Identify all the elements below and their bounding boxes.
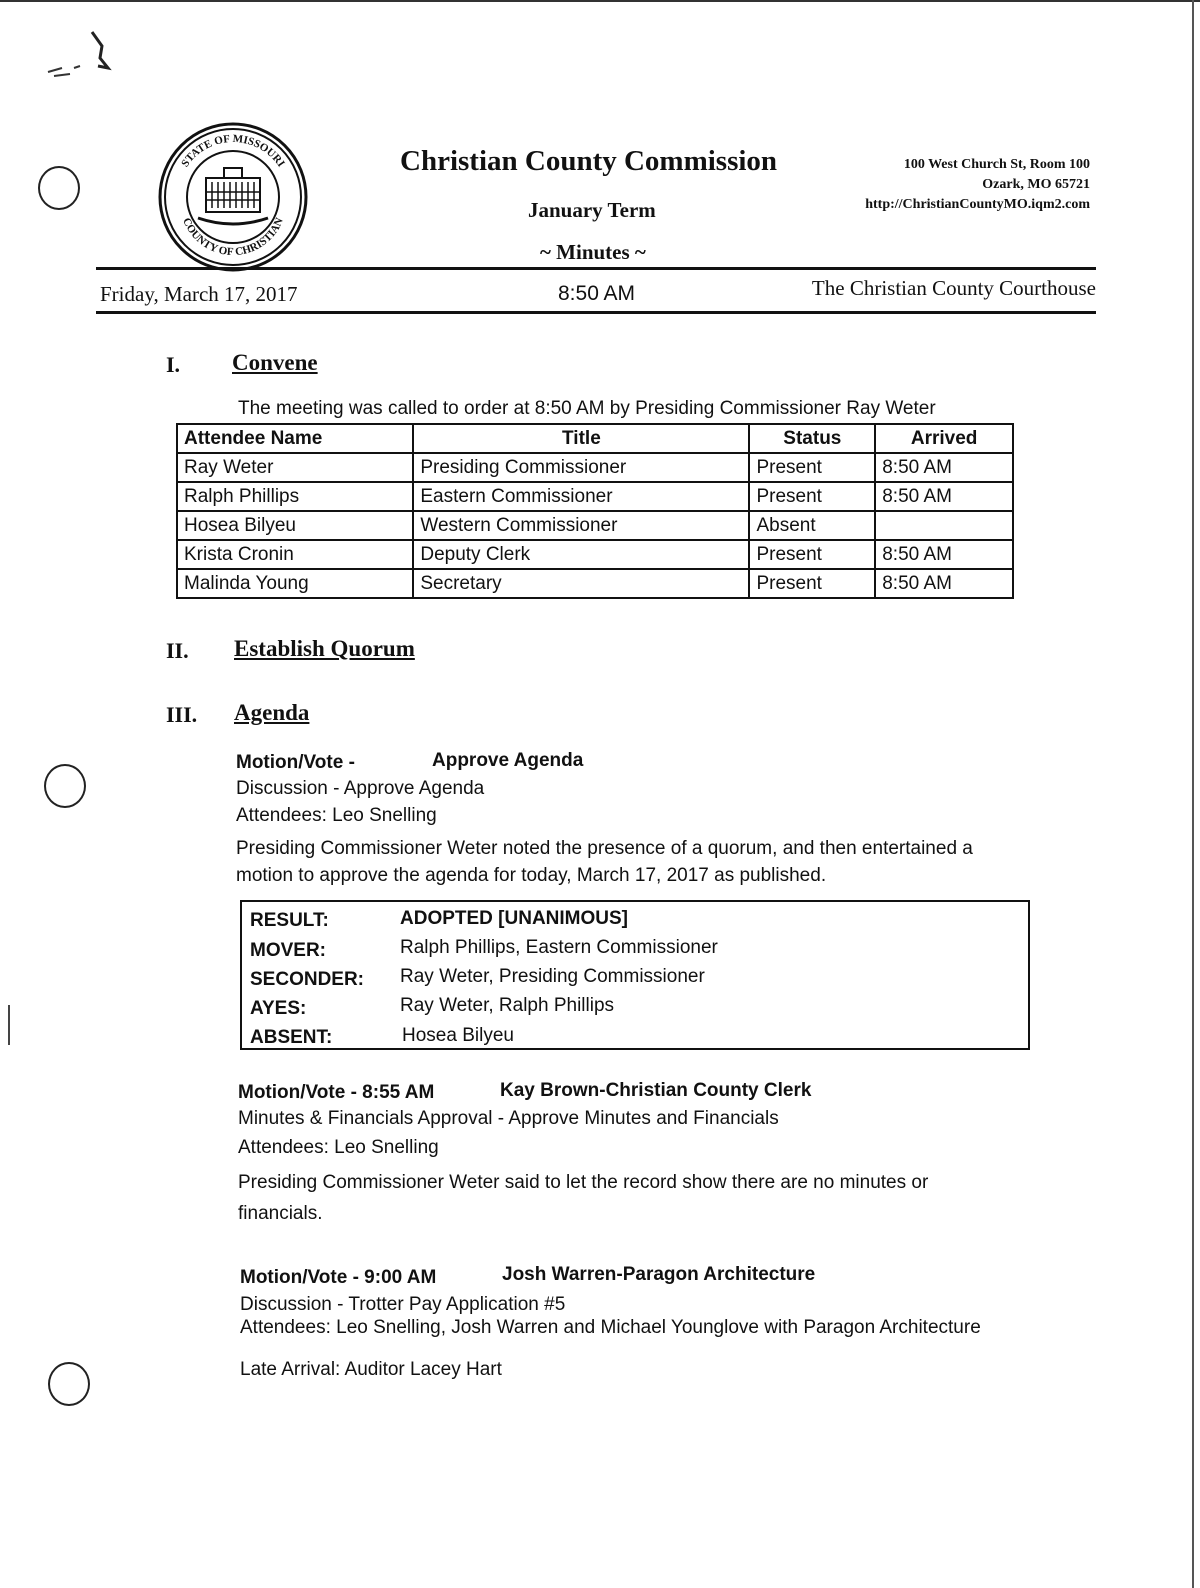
- attendance-header-row: [177, 424, 1013, 453]
- meeting-time: 8:50 AM: [558, 282, 636, 305]
- website-link[interactable]: http://ChristianCountyMO.iqm2.com: [865, 197, 1090, 212]
- meeting-location: The Christian County Courthouse: [811, 276, 1096, 300]
- table-row: [177, 453, 1013, 482]
- section-title-agenda: Agenda: [234, 700, 310, 725]
- punch-hole-icon: [38, 166, 80, 210]
- mover-value: Ralph Phillips, Eastern Commissioner: [400, 937, 718, 958]
- section-title-convene: Convene: [232, 350, 318, 375]
- motion-title: Josh Warren-Paragon Architecture: [502, 1264, 816, 1285]
- seconder-value: Ray Weter, Presiding Commissioner: [400, 966, 705, 987]
- attendee-status: Present: [749, 569, 875, 598]
- attendee-status: Present: [749, 453, 875, 482]
- attendee-name: Ralph Phillips: [177, 482, 413, 511]
- attendee-arrived: [875, 511, 1013, 540]
- discussion-line: Discussion - Trotter Pay Application #5: [240, 1294, 566, 1315]
- attendee-name: Krista Cronin: [177, 540, 413, 569]
- attendee-title: Secretary: [413, 569, 749, 598]
- attendee-name: Hosea Bilyeu: [177, 511, 413, 540]
- paragraph-line: Presiding Commissioner Weter said to let the record show there are no minutes or: [238, 1172, 929, 1193]
- attendee-name: Malinda Young: [177, 569, 413, 598]
- header-rule-top: [96, 267, 1096, 270]
- term-label: January Term: [528, 198, 656, 222]
- motion-title: Kay Brown-Christian County Clerk: [500, 1080, 812, 1101]
- page-border-top: [0, 0, 1200, 2]
- paragraph-line: financials.: [238, 1203, 323, 1224]
- result-label: RESULT:: [250, 910, 329, 931]
- scan-mark-icon: [40, 28, 130, 88]
- attendee-title: Presiding Commissioner: [413, 453, 749, 482]
- motion-label: Motion/Vote - 8:55 AM: [238, 1082, 435, 1103]
- svg-text:COUNTY OF CHRISTIAN: COUNTY OF CHRISTIAN: [180, 216, 286, 259]
- address-line-1: 100 West Church St, Room 100: [903, 157, 1090, 172]
- page-border-right: [1192, 0, 1194, 1588]
- motion-label: Motion/Vote -: [236, 752, 355, 773]
- section-number: III.: [166, 702, 198, 727]
- convene-intro: The meeting was called to order at 8:50 AM by Presiding Commissioner Ray Weter: [238, 398, 936, 419]
- column-header: Status: [749, 424, 875, 453]
- attendee-status: Present: [749, 482, 875, 511]
- table-row: [177, 569, 1013, 598]
- punch-hole-icon: [44, 764, 86, 808]
- paragraph-line: Presiding Commissioner Weter noted the presence of a quorum, and then entertained a: [236, 838, 973, 859]
- vote-result-box: [240, 900, 1030, 1050]
- attendee-arrived: 8:50 AM: [875, 482, 1013, 511]
- attendee-name: Ray Weter: [177, 453, 413, 482]
- punch-hole-icon: [48, 1362, 90, 1406]
- attendee-status: Present: [749, 540, 875, 569]
- table-row: [177, 540, 1013, 569]
- page-border-left: [8, 1005, 10, 1045]
- header-rule-bottom: [96, 311, 1096, 314]
- attendees-line: Attendees: Leo Snelling, Josh Warren and Michael Younglove with Paragon Architecture: [240, 1317, 981, 1338]
- table-row: [177, 511, 1013, 540]
- attendance-table: [176, 423, 1014, 599]
- attendee-arrived: 8:50 AM: [875, 540, 1013, 569]
- attendee-title: Western Commissioner: [413, 511, 749, 540]
- result-value: ADOPTED [UNANIMOUS]: [400, 908, 628, 929]
- svg-text:STATE OF MISSOURI: STATE OF MISSOURI: [179, 132, 287, 170]
- attendee-status: Absent: [749, 511, 875, 540]
- late-arrival-line: Late Arrival: Auditor Lacey Hart: [240, 1359, 502, 1380]
- attendee-title: Eastern Commissioner: [413, 482, 749, 511]
- column-header: Title: [413, 424, 749, 453]
- minutes-label: ~ Minutes ~: [540, 240, 646, 264]
- address-line-2: Ozark, MO 65721: [982, 177, 1090, 192]
- attendees-line: Attendees: Leo Snelling: [238, 1137, 439, 1158]
- section-number: II.: [166, 638, 189, 663]
- section-title-quorum: Establish Quorum: [234, 636, 415, 661]
- meeting-date: Friday, March 17, 2017: [100, 282, 298, 306]
- motion-label: Motion/Vote - 9:00 AM: [240, 1267, 437, 1288]
- column-header: Attendee Name: [177, 424, 413, 453]
- ayes-value: Ray Weter, Ralph Phillips: [400, 995, 615, 1016]
- attendee-arrived: 8:50 AM: [875, 569, 1013, 598]
- address-block: [840, 155, 1090, 215]
- attendee-arrived: 8:50 AM: [875, 453, 1013, 482]
- attendee-title: Deputy Clerk: [413, 540, 749, 569]
- discussion-line: Discussion - Approve Agenda: [236, 778, 485, 799]
- paragraph-line: motion to approve the agenda for today, March 17, 2017 as published.: [236, 865, 827, 886]
- attendees-line: Attendees: Leo Snelling: [236, 805, 437, 826]
- table-row: [177, 482, 1013, 511]
- absent-value: Hosea Bilyeu: [402, 1025, 514, 1046]
- county-seal-icon: [158, 122, 308, 272]
- absent-label: ABSENT:: [250, 1027, 333, 1048]
- motion-title: Approve Agenda: [432, 750, 584, 771]
- section-number: I.: [166, 352, 181, 377]
- seconder-label: SECONDER:: [250, 969, 365, 990]
- column-header: Arrived: [875, 424, 1013, 453]
- discussion-line: Minutes & Financials Approval - Approve Minutes and Financials: [238, 1108, 779, 1129]
- mover-label: MOVER:: [250, 940, 326, 961]
- commission-title: Christian County Commission: [400, 145, 778, 177]
- ayes-label: AYES:: [250, 998, 307, 1019]
